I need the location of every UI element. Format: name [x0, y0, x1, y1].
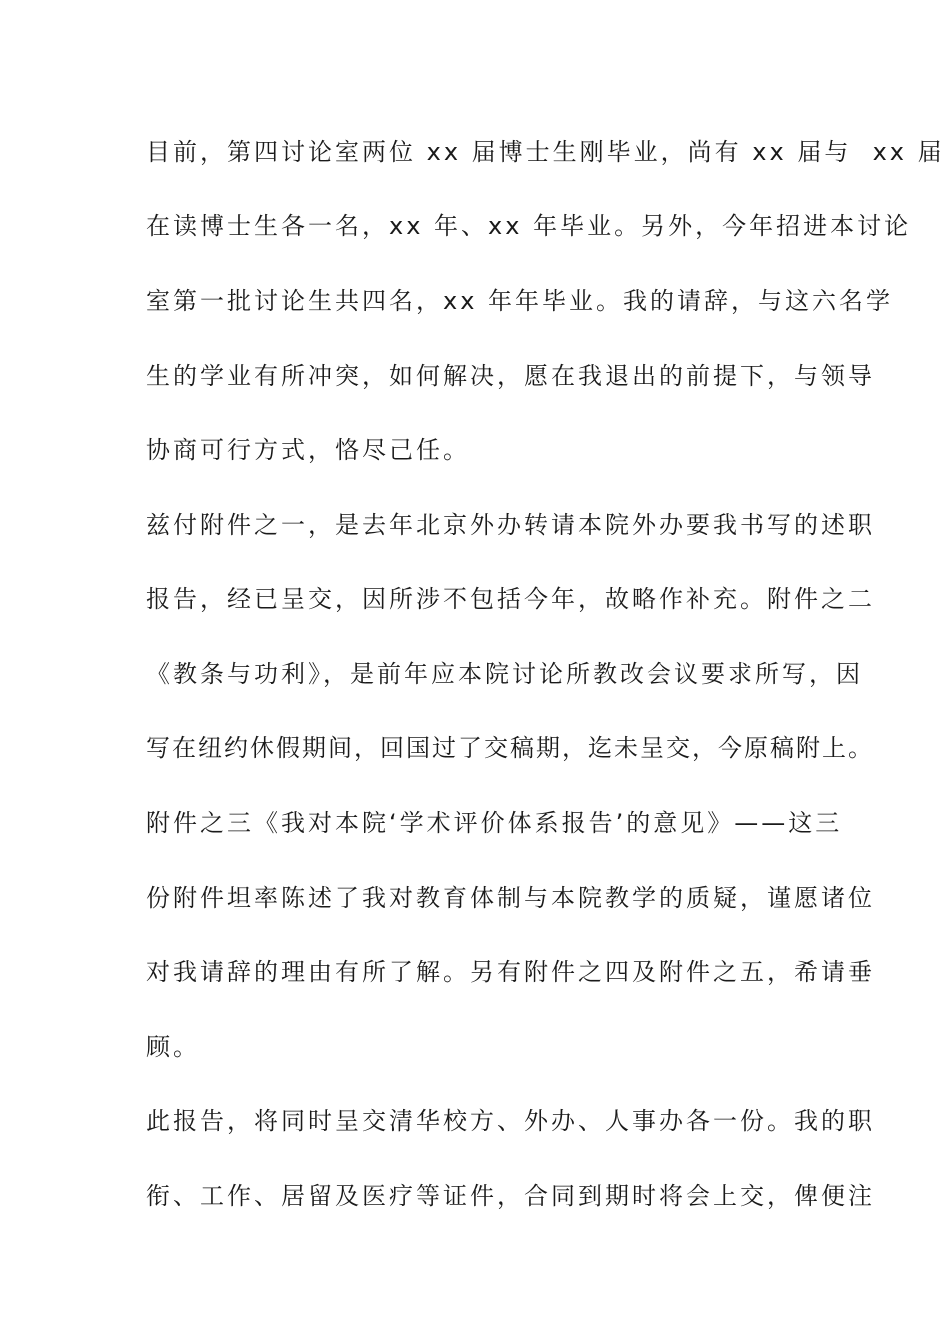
text-line: 在读博士生各一名，xx 年、xx 年毕业。另外，今年招进本讨论 — [146, 212, 912, 240]
text-line: 《教条与功利》，是前年应本院讨论所教改会议要求所写，因 — [146, 660, 863, 688]
text-line: 衔、工作、居留及医疗等证件，合同到期时将会上交，俾便注 — [146, 1182, 875, 1210]
text-line: 生的学业有所冲突，如何解决，愿在我退出的前提下，与领导 — [146, 362, 875, 390]
text-line: 份附件坦率陈述了我对教育体制与本院教学的质疑，谨愿诸位 — [146, 884, 875, 912]
text-line: 此报告，将同时呈交清华校方、外办、人事办各一份。我的职 — [146, 1107, 875, 1135]
text-line: 对我请辞的理由有所了解。另有附件之四及附件之五，希请垂 — [146, 958, 875, 986]
text-line: 兹付附件之一，是去年北京外办转请本院外办要我书写的述职 — [146, 511, 875, 539]
text-line: 顾。 — [146, 1033, 200, 1061]
text-line: 附件之三《我对本院‘学术评价体系报告’的意见》——这三 — [146, 809, 843, 837]
text-line: 协商可行方式，恪尽己任。 — [146, 436, 470, 464]
text-line: 目前，第四讨论室两位 xx 届博士生刚毕业，尚有 xx 届与 xx 届 — [146, 138, 945, 166]
text-line: 室第一批讨论生共四名，xx 年年毕业。我的请辞，与这六名学 — [146, 287, 894, 315]
text-line: 写在纽约休假期间，回国过了交稿期，迄未呈交，今原稿附上。 — [146, 734, 874, 762]
text-line: 报告，经已呈交，因所涉不包括今年，故略作补充。附件之二 — [146, 585, 875, 613]
